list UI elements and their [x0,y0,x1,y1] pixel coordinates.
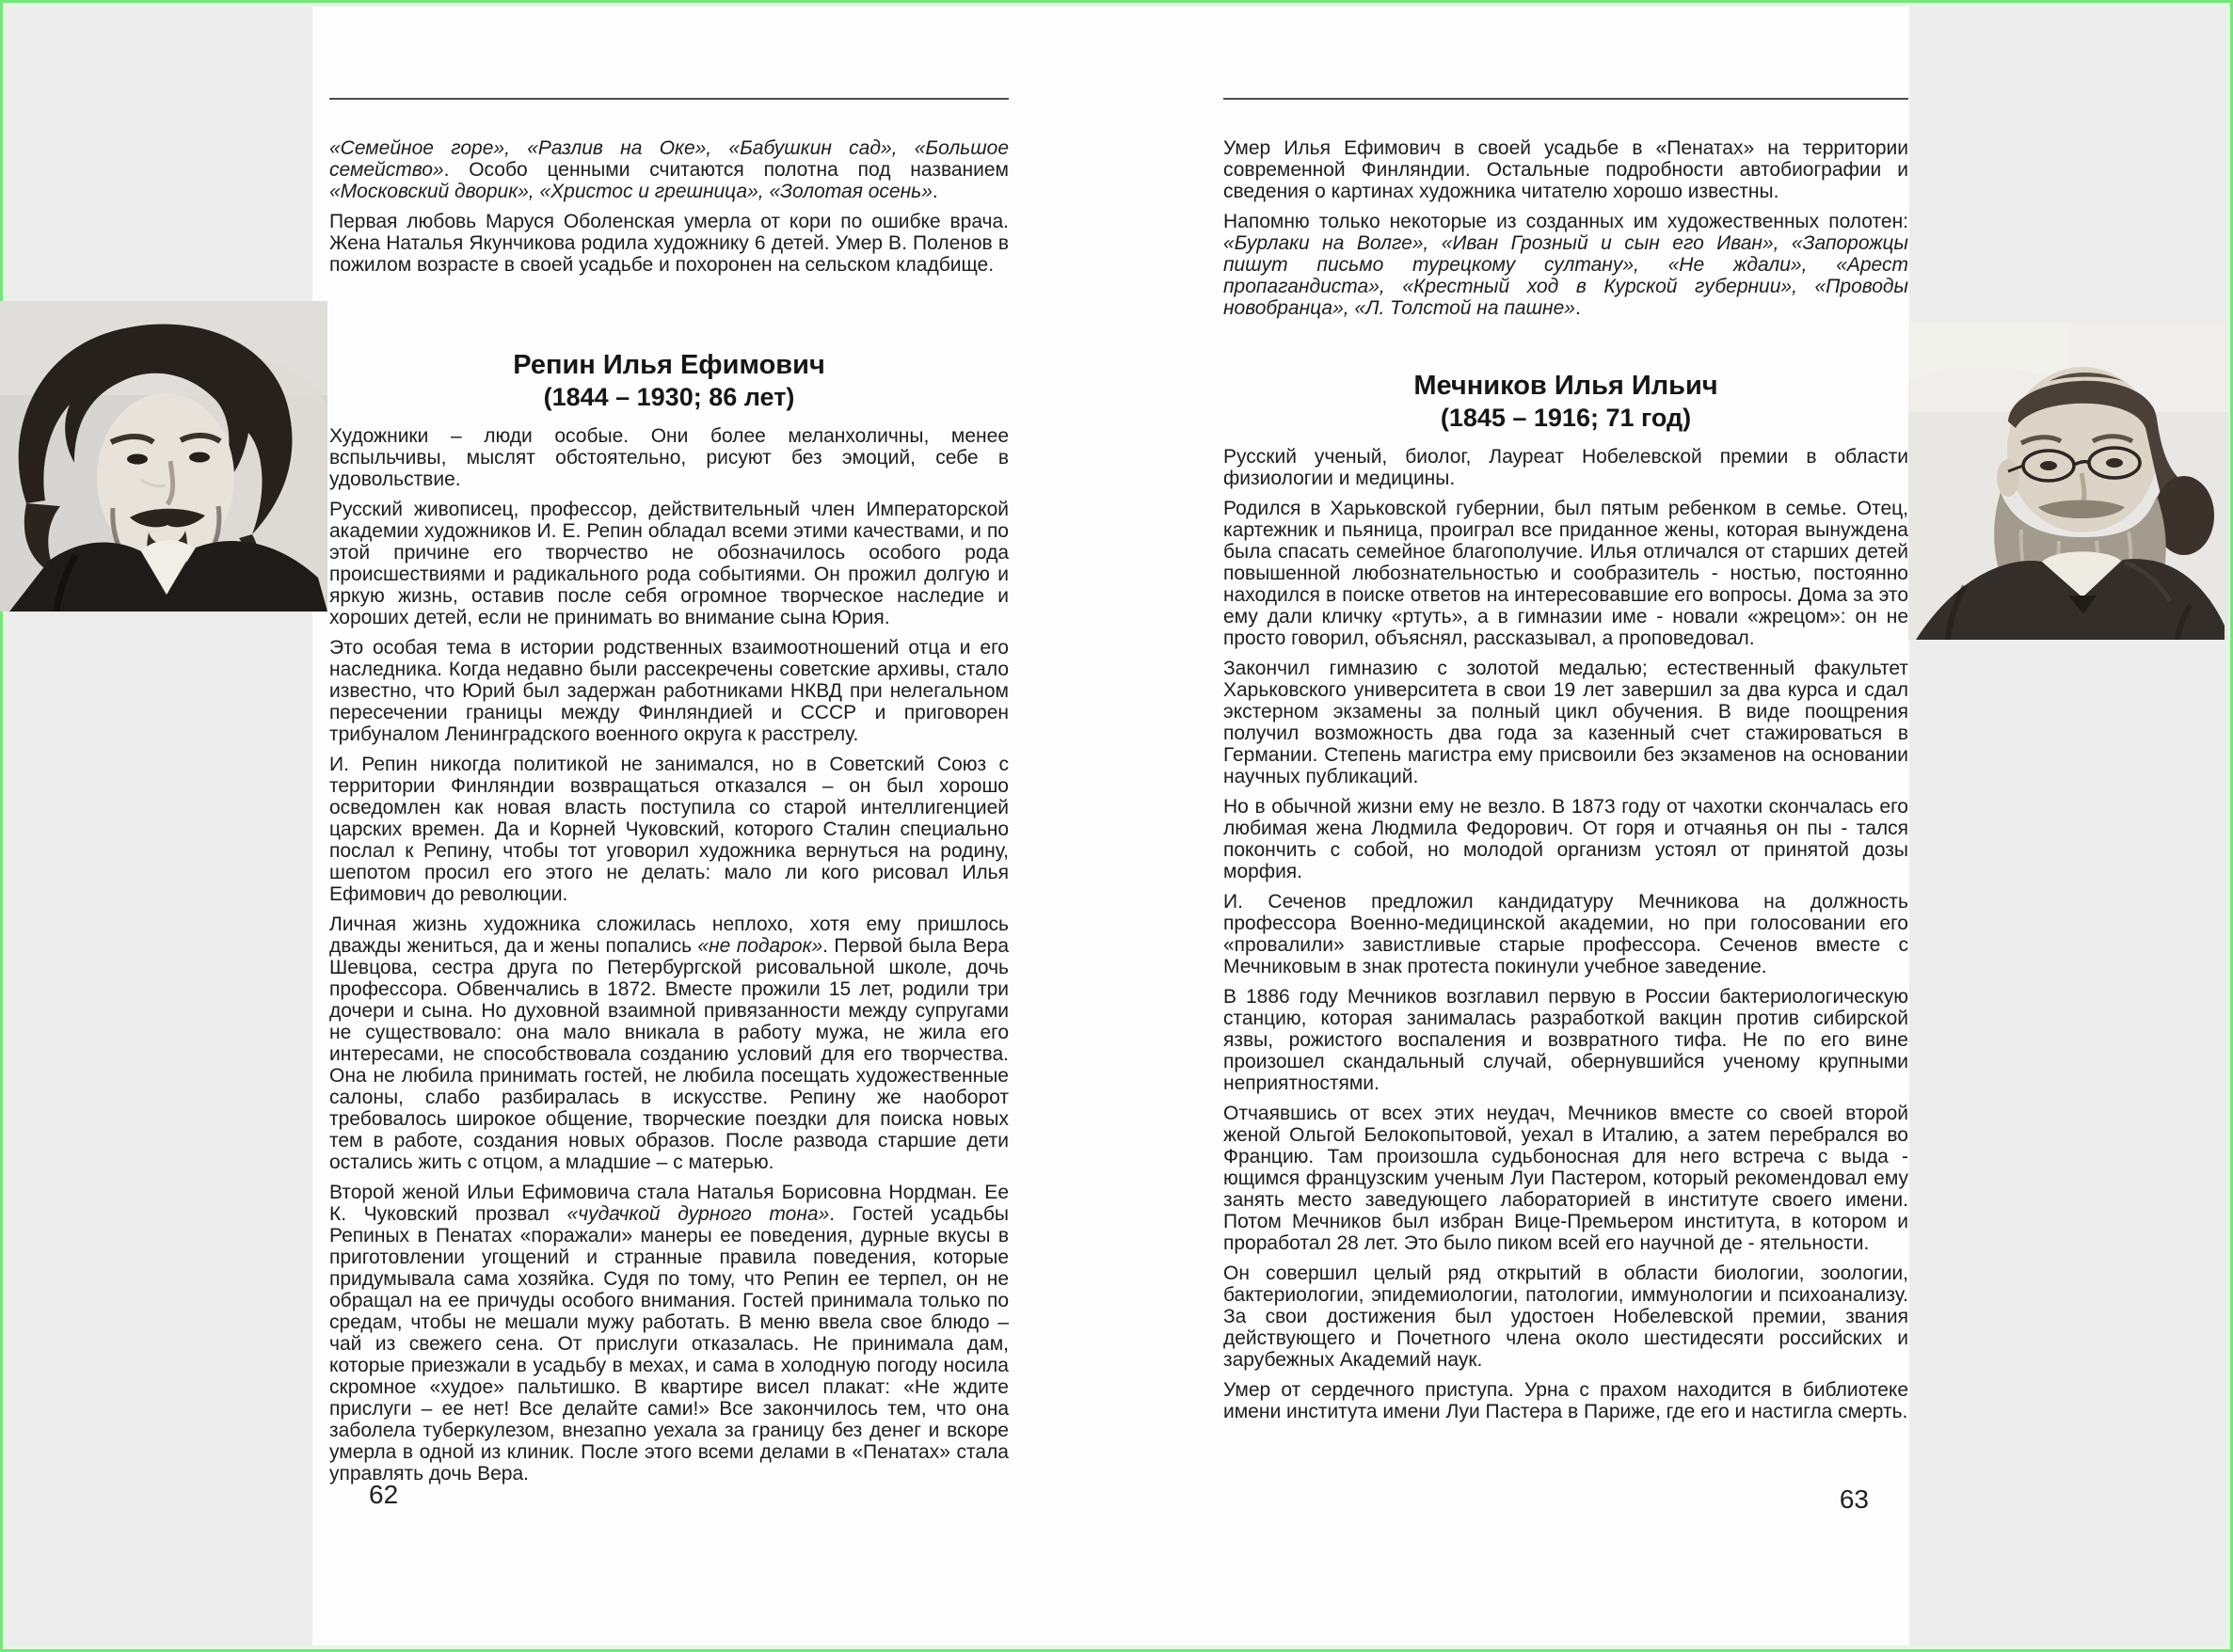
paragraph: Русский живописец, профессор, действительный член Императорской академии художников И. Е. Репин обладал всеми этими качествами, и по этой причине его творчество не обозначилось особого рода происшествиями и радикального рода событиями. Он прожил долгую и яркую жизнь, оставив после себя огромное творческое наследие и хороших детей, если не принимать во внимание сына Юрия. [329,499,1009,628]
paragraph: И. Сеченов предложил кандидатуру Мечникова на должность профессора Военно-медицинской академии, но при голосовании его «провалили» завистливые старые профессора. Сеченов вместе с Мечниковым в знак протеста покинули учебное заведение. [1223,891,1908,977]
left-page-top-divider [329,98,1009,100]
paragraph: Отчаявшись от всех этих неудач, Мечников вместе со своей второй женой Ольгой Белокопытовой, уехал в Италию, а затем перебрался во Францию. Там произошла судьбоносная для него встреча с выда - ющимся французским ученым Луи Пастером, который рекомендовал ему занять место заведующего лабораторией в институте своего имени. Потом Мечников был избран Вице-Премьером института, в котором и проработал 28 лет. Это было пиком всей его научной де - ятельности. [1223,1103,1908,1254]
paragraph: Но в обычной жизни ему не везло. В 1873 году от чахотки скончалась его любимая жена Людмила Федорович. От горя и отчаянья он пы - тался покончить с собой, но молодой организм устоял от принятой дозы морфия. [1223,796,1908,882]
mechnikov-portrait-image [1908,323,2228,640]
paragraph: Второй женой Ильи Ефимовича стала Наталья Борисовна Нордман. Ее К. Чуковский прозвал «чудачкой дурного тона». Гостей усадьбы Репиных в Пенатах «поражали» манеры ее поведения, дурные вкусы в приготовлении угощений и странные правила поведения, которые придумывала сама хозяйка. Судя по тому, что Репин ее терпел, он не обращал на ее причуды особого внимания. Гостей принимала только по средам, чтобы не мешали мужу работать. В меню ввела свое блюдо – чай из свежего сена. От прислуги отказалась. Не принимала дам, которые приезжали в усадьбу в мехах, и сама в холодную погоду носила скромное «худое» пальтишко. В квартире висел плакат: «Не ждите прислуги – ее нет! Все делайте сами!» Все закончилось тем, что она заболела туберкулезом, внезапно уехала за границу без денег и вскоре умерла в одной из клиник. После этого всеми делами в «Пенатах» стала управлять дочь Вера. [329,1182,1010,1485]
right-section-dates: (1845 – 1916; 71 год) [1440,404,1692,432]
right-section-title: Мечников Илья Ильич [1413,371,1718,401]
right-page-number: 63 [1839,1485,1869,1514]
left-section-title: Репин Илья Ефимович [513,350,825,380]
paragraph: Это особая тема в истории родственных взаимоотношений отца и его наследника. Когда недавно были рассекречены советские архивы, стало известно, что Юрий был задержан работниками НКВД при нелегальном пересечении границы между Финляндией и СССР и приговорен трибуналом Ленинградского военного округа к расстрелу. [329,637,1009,745]
paragraph: Первая любовь Маруся Оболенская умерла от кори по ошибке врача. Жена Наталья Якунчикова родила художнику 6 детей. Умер В. Поленов в пожилом возрасте в своей усадьбе и похоронен на сельском кладбище. [329,211,1009,276]
left-gray-margin-band [7,7,312,1645]
paragraph: Закончил гимназию с золотой медалью; естественный факультет Харьковского университета в свои 19 лет завершил за два курса и сдал экстерном экзамены за полный цикл обучения. В виде поощрения получил возможность два года за казенный счет стажироваться в Германии. Степень магистра ему присвоили без экзаменов на основании научных публикаций. [1223,658,1908,787]
right-page-top-divider [1223,98,1908,100]
paragraph: Русский ученый, биолог, Лауреат Нобелевской премии в области физиологии и медицины. [1223,446,1908,489]
right-section-heading [1223,370,1908,434]
repin-portrait-image [0,301,327,612]
paragraph: Он совершил целый ряд открытий в области биологии, зоологии, бактериологии, эпидемиологии, патологии, иммунологии и психоанализу. За свои достижения был удостоен Нобелевской премии, звания действующего и Почетного члена около шестидесяти российских и зарубежных Академий наук. [1223,1263,1908,1371]
left-page-body-text [329,425,1009,1485]
paragraph: И. Репин никогда политикой не занимался, но в Советский Союз с территории Финляндии возвращаться отказался – он был хорошо осведомлен как новая власть поступила со старой интеллигенцией царских времен. Да и Корней Чуковский, которого Сталин специально послал к Репину, чтобы тот уговорил художника вернуться на родину, шепотом просил его этого не делать: мало ли кого рисовал Илья Ефимович до революции. [329,754,1009,905]
paragraph: В 1886 году Мечников возглавил первую в России бактериологическую станцию, которая занималась разработкой вакцин против сибирской язвы, рожистого воспаления и возвратного тифа. Не по его вине произошел скандальный случай, обернувшийся ученому крупными неприятностями. [1223,986,1908,1094]
paragraph: Личная жизнь художника сложилась неплохо, хотя ему пришлось дважды жениться, да и жены попались «не подарок». Первой была Вера Шевцова, сестра друга по Петербургской рисовальной школе, дочь профессора. Обвенчались в 1872. Вместе прожили 15 лет, родили три дочери и сына. Но духовной взаимной привязанности между супругами не существовало: она мало вникала в работу мужа, не жила его интересами, не способствовала созданию условий для его творчества. Она не любила принимать гостей, не любила посещать художественные салоны, слабо разбиралась в искусстве. Репину же наоборот требовалось широкое общение, творческие поездки для поиска новых тем в работе, создания новых образов. После развода старшие дети остались жить с отцом, а младшие – с матерью. [329,913,1009,1173]
paragraph: «Семейное горе», «Разлив на Оке», «Бабушкин сад», «Большое семейство». Особо ценными считаются полотна под названием «Московский дворик», «Христос и грешница», «Золотая осень». [329,137,1009,202]
right-gray-margin-band [1909,7,2226,1645]
right-page-body-text [1223,446,1908,1422]
paragraph: Художники – люди особые. Они более меланхоличны, менее вспыльчивы, мыслят обстоятельно, рисуют без эмоций, себе в удовольствие. [329,425,1009,490]
paragraph: Напомню только некоторые из созданных им художественных полотен: «Бурлаки на Волге», «Иван Грозный и сын его Иван», «Запорожцы пишут письмо турецкому султану», «Не ждали», «Арест пропагандиста», «Крестный ход в Курской губернии», «Проводы новобранца», «Л. Толстой на пашне». [1223,211,1908,319]
mechnikov-portrait-photo [1908,323,2228,640]
repin-portrait-drawing [0,301,327,612]
left-section-heading [329,349,1009,413]
paragraph: Умер от сердечного приступа. Урна с прахом находится в библиотеке имени института имени Луи Пастера в Париже, где его и настигла смерть. [1223,1379,1908,1422]
paragraph: Умер Илья Ефимович в своей усадьбе в «Пенатах» на территории современной Финляндии. Остальные подробности автобиографии и сведения о картинах художника читателю хорошо известны. [1223,137,1908,202]
paragraph: Родился в Харьковской губернии, был пятым ребенком в семье. Отец, картежник и пьяница, проиграл все приданное жены, которая вынуждена была спасать семейное благополучие. Илья отличался от старших детей повышенной любознательностью и сообразитель - ностью, постоянно находился в поиске ответов на интересовавшие его вопросы. Дома за это ему дали кличку «ртуть», а в гимназии име - новали «жрецом»: он не просто говорил, объяснял, рассказывал, а проповедовал. [1223,498,1908,649]
left-page-number: 62 [369,1480,399,1509]
right-page-intro-text [1223,137,1908,319]
left-page-intro-text [329,137,1009,276]
left-section-dates: (1844 – 1930; 86 лет) [543,383,795,411]
